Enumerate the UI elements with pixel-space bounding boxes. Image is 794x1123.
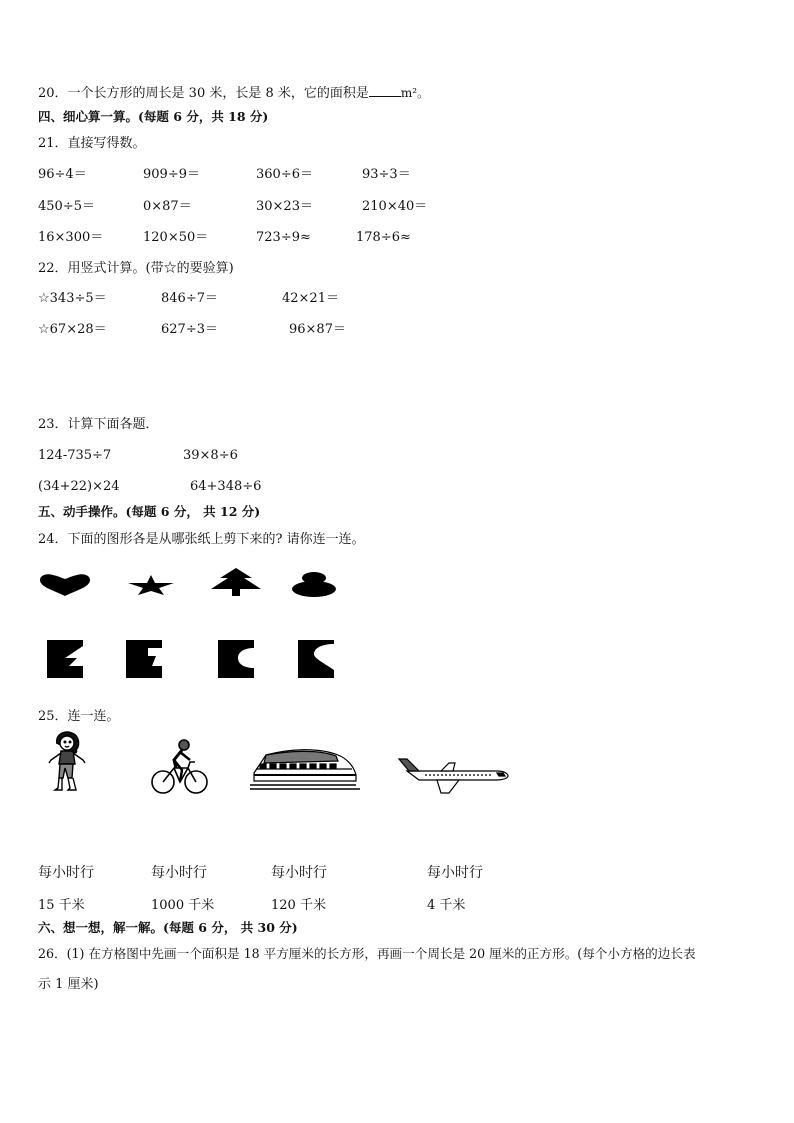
- problem: 64+348÷6: [190, 479, 262, 494]
- problem: (34+22)×24: [38, 479, 120, 494]
- problem: 210×40＝: [362, 199, 428, 214]
- paper-step-cut-icon[interactable]: [126, 640, 162, 678]
- section-5-heading: 五、动手操作。(每题 6 分， 共 12 分): [38, 504, 261, 519]
- speed-value: 1000 千米: [151, 898, 215, 913]
- speed-value: 120 千米: [271, 898, 326, 913]
- question-21-title: 21．直接写得数。: [38, 136, 146, 151]
- problem: 16×300＝: [38, 230, 104, 245]
- speed-prefix: 每小时行: [38, 865, 94, 881]
- problem: 178÷6≈: [356, 230, 411, 245]
- section-4-heading: 四、细心算一算。(每题 6 分，共 18 分): [38, 109, 269, 124]
- problem: 39×8÷6: [183, 448, 238, 463]
- problem: 30×23＝: [256, 199, 313, 214]
- paper-curve-cut-icon[interactable]: [298, 640, 334, 678]
- question-25-title: 25．连一连。: [38, 709, 120, 724]
- paper-zigzag-cut-icon[interactable]: [47, 640, 83, 678]
- question-20-text: 20．一个长方形的周长是 30 米，长是 8 米，它的面积是: [38, 86, 369, 101]
- tree-arrow-shape-icon[interactable]: [209, 567, 263, 597]
- speed-prefix: 每小时行: [151, 865, 207, 881]
- problem: ☆67×28＝: [38, 322, 107, 337]
- speed-value: 15 千米: [38, 898, 85, 913]
- cyclist-icon[interactable]: [150, 738, 210, 798]
- problem: 627÷3＝: [161, 322, 218, 337]
- problem: 360÷6＝: [256, 167, 313, 182]
- question-22-title: 22．用竖式计算。(带☆的要验算): [38, 261, 234, 276]
- answer-blank[interactable]: [369, 85, 401, 97]
- problem: 124-735÷7: [38, 448, 112, 463]
- problem: 450÷5＝: [38, 199, 95, 214]
- problem: 0×87＝: [143, 199, 192, 214]
- problem: 909÷9＝: [143, 167, 200, 182]
- problem: ☆343÷5＝: [38, 291, 107, 306]
- question-26-line-2: 示 1 厘米): [38, 977, 99, 992]
- airplane-icon[interactable]: [397, 755, 509, 795]
- question-24-title: 24．下面的图形各是从哪张纸上剪下来的? 请你连一连。: [38, 532, 365, 547]
- speed-value: 4 千米: [427, 898, 466, 913]
- question-26-line-1: 26．(1) 在方格图中先画一个面积是 18 平方厘米的长方形，再画一个周长是 20 厘米的正方形。(每个小方格的边长表: [38, 946, 696, 961]
- speed-prefix: 每小时行: [427, 865, 483, 881]
- snowman-shape-icon[interactable]: [291, 571, 337, 597]
- walking-girl-icon[interactable]: [45, 730, 89, 792]
- heart-shape-icon[interactable]: [39, 573, 91, 597]
- problem: 120×50＝: [143, 230, 209, 245]
- question-20: [38, 85, 429, 100]
- problem: 96×87＝: [289, 322, 346, 337]
- speed-prefix: 每小时行: [271, 865, 327, 881]
- question-23-title: 23．计算下面各题．: [38, 417, 159, 432]
- problem: 93÷3＝: [362, 167, 411, 182]
- problem: 846÷7＝: [161, 291, 218, 306]
- problem: 723÷9≈: [256, 230, 311, 245]
- paper-round-cut-icon[interactable]: [218, 640, 254, 678]
- section-6-heading: 六、想一想，解一解。(每题 6 分， 共 30 分): [38, 920, 298, 935]
- bullet-train-icon[interactable]: [248, 745, 360, 793]
- unit-label: m²。: [400, 86, 430, 100]
- star-shape-icon[interactable]: [127, 574, 175, 596]
- problem: 96÷4＝: [38, 167, 87, 182]
- problem: 42×21＝: [282, 291, 339, 306]
